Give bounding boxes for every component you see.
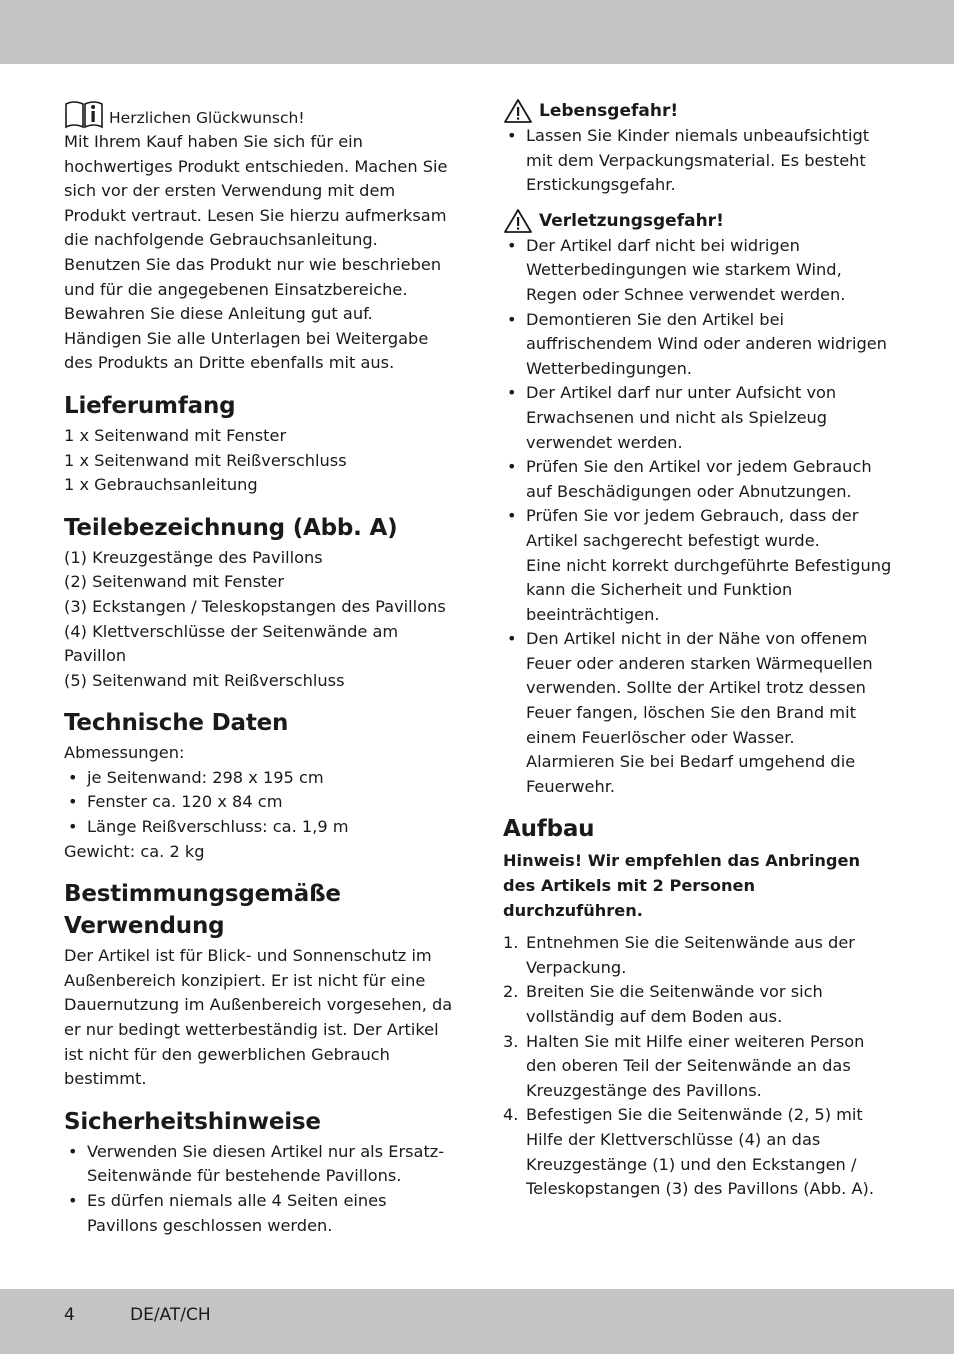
heading-lebensgefahr (503, 98, 893, 124)
heading-sicherheit: Sicherheitshinweise (64, 1108, 321, 1135)
weight-text: Gewicht: ca. 2 kg (64, 841, 205, 861)
aufbau-note: Hinweis! Wir empfehlen das Anbringen des Artikels mit 2 Personen durchzuführen. (503, 851, 861, 920)
heading-lieferumfang: Lieferumfang (64, 392, 236, 419)
lieferumfang-item: 1 x Seitenwand mit Fenster (64, 425, 287, 445)
step-number: 2. (503, 982, 519, 1002)
step-number: 3. (503, 1031, 519, 1051)
warning-triangle-icon (503, 208, 533, 234)
header-band (0, 0, 954, 64)
verletzung-item-extra: Eine nicht korrekt durchgeführte Befestigung kann die Sicherheit und Funktion beeinträchtigen. (526, 555, 892, 624)
bestimmung-text: Der Artikel ist für Blick- und Sonnenschutz im Außenbereich konzipiert. Er ist nicht für eine Dauernutzung im Außenbereich vorgesehen, da er nur bedingt wetterbeständig ist. Der Artikel ist nicht für den gewerblichen Gebrauch bestimmt. (64, 946, 453, 1089)
left-column (64, 98, 454, 1238)
dimension-item: • Länge Reißverschluss: ca. 1,9 m (64, 815, 454, 840)
verletzung-item: • Der Artikel darf nur unter Aufsicht von Erwachsenen und nicht als Spielzeug verwendet werden. (503, 381, 893, 455)
verletzung-item: • Prüfen Sie den Artikel vor jedem Gebrauch auf Beschädigungen oder Abnutzungen. (503, 455, 893, 504)
right-column (503, 98, 893, 1202)
step-text: Halten Sie mit Hilfe einer weiteren Person den oberen Teil der Seitenwände an das Kreuzgestänge des Pavillons. (526, 1031, 865, 1100)
aufbau-step (503, 1103, 893, 1201)
lebensgefahr-list (503, 124, 893, 198)
sicherheit-item: • Verwenden Sie diesen Artikel nur als Ersatz-Seitenwände für bestehende Pavillons. (64, 1140, 454, 1189)
verletzung-item: • Der Artikel darf nicht bei widrigen Wetterbedingungen wie starkem Wind, Regen oder Schnee verwendet werden. (503, 234, 893, 308)
heading-aufbau: Aufbau (503, 816, 595, 843)
verletzung-item: • Demontieren Sie den Artikel bei auffrischendem Wind oder anderen widrigen Wetterbedingungen. (503, 308, 893, 382)
teile-item: (4) Klettverschlüsse der Seitenwände am Pavillon (64, 621, 399, 666)
info-book-icon (64, 98, 104, 130)
dimensions-label: Abmessungen: (64, 743, 185, 763)
heading-bestimmung-line2: Verwendung (64, 913, 225, 940)
intro-title: Herzlichen Glückwunsch! (109, 109, 305, 127)
lieferumfang-item: 1 x Seitenwand mit Reißverschluss (64, 450, 347, 470)
step-text: Befestigen Sie die Seitenwände (2, 5) mit Hilfe der Klettverschlüsse (4) an das Kreuzgestänge (1) und den Eckstangen / Teleskopstangen (3) des Pavillons (Abb. A). (526, 1105, 874, 1199)
heading-verletzungsgefahr (503, 208, 893, 234)
verletzung-item-extra: Alarmieren Sie bei Bedarf umgehend die Feuerwehr. (526, 752, 856, 796)
intro-text: Mit Ihrem Kauf haben Sie sich für ein hochwertiges Produkt entschieden. Machen Sie sich vor der ersten Verwendung mit dem Produkt vertraut. Lesen Sie hierzu aufmerksam die nachfolgende Gebrauchsanleitung. Benutzen Sie das Produkt nur wie beschrieben und für die angegebenen Einsatzbereiche. Bewahren Sie diese Anleitung gut auf. Händigen Sie alle Unterlagen bei Weitergabe des Produkts an Dritte ebenfalls mit aus. (64, 132, 448, 373)
aufbau-step (503, 980, 893, 1029)
page-number: 4 (64, 1305, 75, 1325)
sicherheit-item: • Es dürfen niemals alle 4 Seiten eines Pavillons geschlossen werden. (64, 1189, 454, 1238)
teile-item: (5) Seitenwand mit Reißverschluss (64, 670, 345, 690)
lebensgefahr-title: Lebensgefahr! (539, 101, 679, 121)
heading-teilebezeichnung: Teilebezeichnung (Abb. A) (64, 514, 398, 541)
aufbau-step (503, 931, 893, 980)
teile-item: (2) Seitenwand mit Fenster (64, 572, 285, 592)
step-number: 1. (503, 933, 519, 953)
dimensions-list (64, 766, 454, 840)
step-text: Breiten Sie die Seitenwände vor sich vollständig auf dem Boden aus. (526, 982, 823, 1026)
locale-label: DE/AT/CH (130, 1305, 211, 1325)
verletzungsgefahr-title: Verletzungsgefahr! (539, 210, 724, 231)
teile-item: (1) Kreuzgestänge des Pavillons (64, 547, 323, 567)
aufbau-steps (503, 931, 893, 1202)
verletzung-item-text: • Prüfen Sie vor jedem Gebrauch, dass der Artikel sachgerecht befestigt wurde. (526, 506, 859, 550)
verletzungsgefahr-list (503, 234, 893, 800)
teile-list (64, 546, 454, 694)
sicherheit-list (64, 1140, 454, 1238)
step-number: 4. (503, 1105, 519, 1125)
intro-heading (64, 98, 454, 130)
heading-technische-daten: Technische Daten (64, 710, 289, 737)
lieferumfang-list (64, 424, 454, 498)
teile-item: (3) Eckstangen / Teleskopstangen des Pavillons (64, 596, 446, 616)
dimension-item: • je Seitenwand: 298 x 195 cm (64, 766, 454, 791)
aufbau-step (503, 1030, 893, 1104)
heading-bestimmung-line1: Bestimmungsgemäße (64, 881, 341, 908)
dimension-item: • Fenster ca. 120 x 84 cm (64, 790, 454, 815)
verletzung-item (503, 627, 893, 799)
verletzung-item (503, 504, 893, 627)
verletzung-item-text: • Den Artikel nicht in der Nähe von offenem Feuer oder anderen starken Wärmequellen verwenden. Sollte der Artikel trotz dessen Feuer fangen, löschen Sie den Brand mit einem Feuerlöscher oder Wasser. (526, 629, 873, 747)
heading-bestimmung (64, 878, 454, 942)
lebensgefahr-item: • Lassen Sie Kinder niemals unbeaufsichtigt mit dem Verpackungsmaterial. Es besteht Erstickungsgefahr. (503, 124, 893, 198)
warning-triangle-icon (503, 98, 533, 124)
lieferumfang-item: 1 x Gebrauchsanleitung (64, 475, 258, 495)
step-text: Entnehmen Sie die Seitenwände aus der Verpackung. (526, 933, 855, 977)
